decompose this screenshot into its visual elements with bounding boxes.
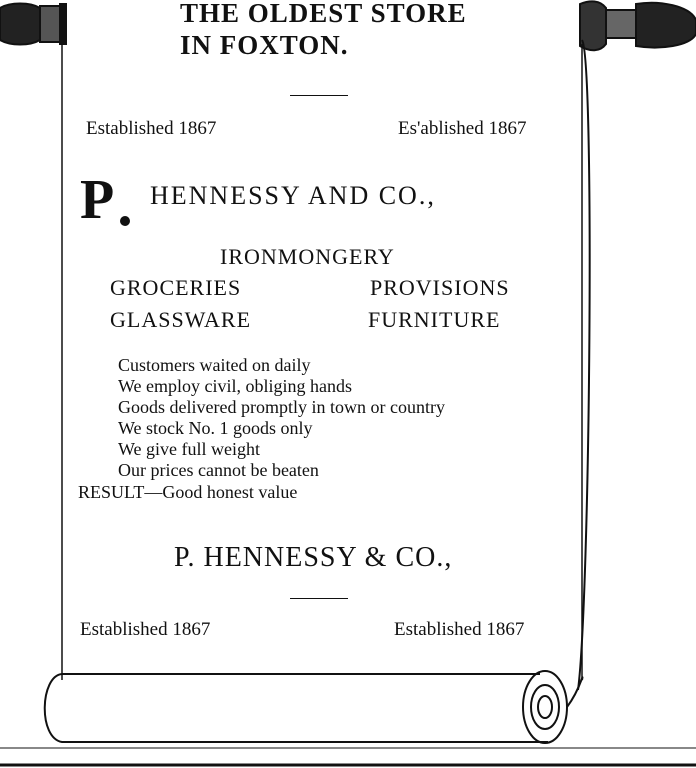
selling-point: We employ civil, obliging hands <box>118 376 353 396</box>
divider-top <box>290 95 348 96</box>
category-glassware: GLASSWARE <box>110 307 252 332</box>
scroll-bottom-roll-icon <box>45 671 583 743</box>
header-title-line-2: IN FOXTON. <box>180 30 349 60</box>
selling-point: Our prices cannot be beaten <box>118 460 319 480</box>
company-name: HENNESSY AND CO., <box>150 181 436 210</box>
company-initial-dot <box>120 216 130 226</box>
scroll-rod-right-icon <box>580 1 696 50</box>
established-bottom-right: Established 1867 <box>394 619 525 640</box>
scroll-rod-left-icon <box>0 4 66 45</box>
established-top-left: Established 1867 <box>86 118 217 139</box>
company-initial: P <box>80 169 115 231</box>
divider-bottom <box>290 598 348 599</box>
category-furniture: FURNITURE <box>368 307 501 332</box>
category-groceries: GROCERIES <box>110 275 242 300</box>
result-line: RESULT—Good honest value <box>78 482 298 502</box>
category-provisions: PROVISIONS <box>370 275 510 300</box>
selling-point: We stock No. 1 goods only <box>118 418 313 438</box>
header-title-line-1: THE OLDEST STORE <box>180 0 467 28</box>
selling-point: Goods delivered promptly in town or country <box>118 397 445 417</box>
selling-point: Customers waited on daily <box>118 355 311 375</box>
category-ironmongery: IRONMONGERY <box>220 244 395 269</box>
established-bottom-left: Established 1867 <box>80 619 211 640</box>
footer-company-name: P. HENNESSY & CO., <box>174 542 453 573</box>
established-top-right: Es'ablished 1867 <box>398 118 527 139</box>
selling-point: We give full weight <box>118 439 261 459</box>
